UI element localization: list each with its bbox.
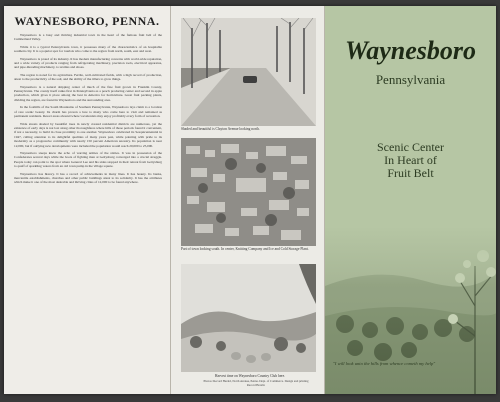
cover-quote: "I will look unto the hills from whence cometh my help" xyxy=(333,361,436,366)
photo-caption: Part of town looking south. In center, Knitting Company and Ice and Cold Storage Plant. xyxy=(181,247,309,251)
photo-credit: Photos: Record Herald, North Avenue, Penna. Dept. of Commerce. Design and printing Record Herald. xyxy=(203,379,309,387)
panel-body xyxy=(4,33,170,185)
paragraph: Waynesboro is proud of its industry. It has modern manufacturing concerns with world-wide reputation, and a wide variety of products ranging from refrigerating machinery, precision tools, electrical apparatus, and pipe-threading machinery, to textiles and shoes. xyxy=(14,56,162,70)
paragraph: Waynesboro is a natural shipping center of much of the fine fruit grown in Franklin County, Pennsylvania. The county itself ranks first in Pennsylvania as a peach producing center and second in apple production, which gives it place among the best in America for horticulture. Great fruit packing plants, dividing the region, are found in Waynesboro and the surrounding area. xyxy=(14,84,162,102)
photo-caption: Harvest time on Waynesboro Country Club here. xyxy=(214,374,286,378)
photo-clayton-avenue xyxy=(181,18,316,126)
paragraph: The region is noted for its agriculture. Fertile, well-cultivated fields, with a high record of production, attest to the productivity of the soil, and the ability of the tillers to grow things. xyxy=(14,72,162,82)
cover-tagline xyxy=(325,141,496,180)
tagline-line: Scenic Center xyxy=(377,140,444,154)
paragraph: Waynesboro has history. It has a record of achievements in many lines. It has beauty. Its banks, mercantile establishments, churches and other public buildings attest to its solidarity. It has the attributes which make it one of the most desirable and thriving cities of 12,000 to be found anywhere. xyxy=(14,171,162,185)
text-panel xyxy=(4,6,171,394)
cover-subtitle: Pennsylvania xyxy=(375,72,446,87)
tagline-line: Fruit Belt xyxy=(387,166,434,180)
paragraph: Waynesboro is a busy and thriving industrial town in the heart of the famous fruit belt of the Cumberland Valley. xyxy=(14,33,162,42)
paragraph: Wide streets shaded by beautiful trees in newly created residential districts are numerous, yet the existence of early days is not lost along other thoroughfares where hills of those periods found it convenient, if not a necessity, to build in close proximity to one another. Waynesboro celebrated its Sesquicentennial in 1947, calling attention to its delightful qualities of many years past, while pointing with pride to its modernity as a progressive community with nearly 150 percent American ancestry. Its population is near 12,000, but if outlying new developments were included the population would reach 20,000 to 25,000. xyxy=(14,121,162,148)
photo-caption: Shaded and beautiful is Clayton Avenue looking north. xyxy=(181,127,260,131)
cover-title: Waynesboro xyxy=(345,36,476,65)
paragraph: In the foothills of the South Mountains of Southern Pennsylvania, Waynesboro lays claim to a location of rare scenic beauty. Its charm has proven a lure to many who come here to visit and remained as permanent residents. Resort areas abound where vacationists may enjoy profitably every form of recreation. xyxy=(14,105,162,119)
panel-title: WAYNESBORO, PENNA. xyxy=(14,14,160,28)
photo-country-club xyxy=(181,264,316,372)
photo-panel xyxy=(171,6,325,394)
cover-orchard-photo xyxy=(325,226,496,394)
tagline-line: In Heart of xyxy=(384,153,437,167)
paragraph: While it is a typical Pennsylvania town, it possesses many of the characteristics of an hospitable southern city. It is a popular spot for tourists who come to the region from north, south, east and west. xyxy=(14,44,162,54)
photo-town-aerial xyxy=(181,138,316,246)
cover-panel xyxy=(325,6,496,394)
brochure xyxy=(4,6,496,394)
paragraph: Waynesboro steeps knew the echo of warring armies of the sixties. It was in possession of the Confederates several days while the boots of fighting men at Gettysburg converged into a crucial struggle. People today can point to the spot where General Lee and his sides stopped in their retreat from Gettysburg to quaff of sparkling waters from an old town pump in the village square. xyxy=(14,150,162,169)
